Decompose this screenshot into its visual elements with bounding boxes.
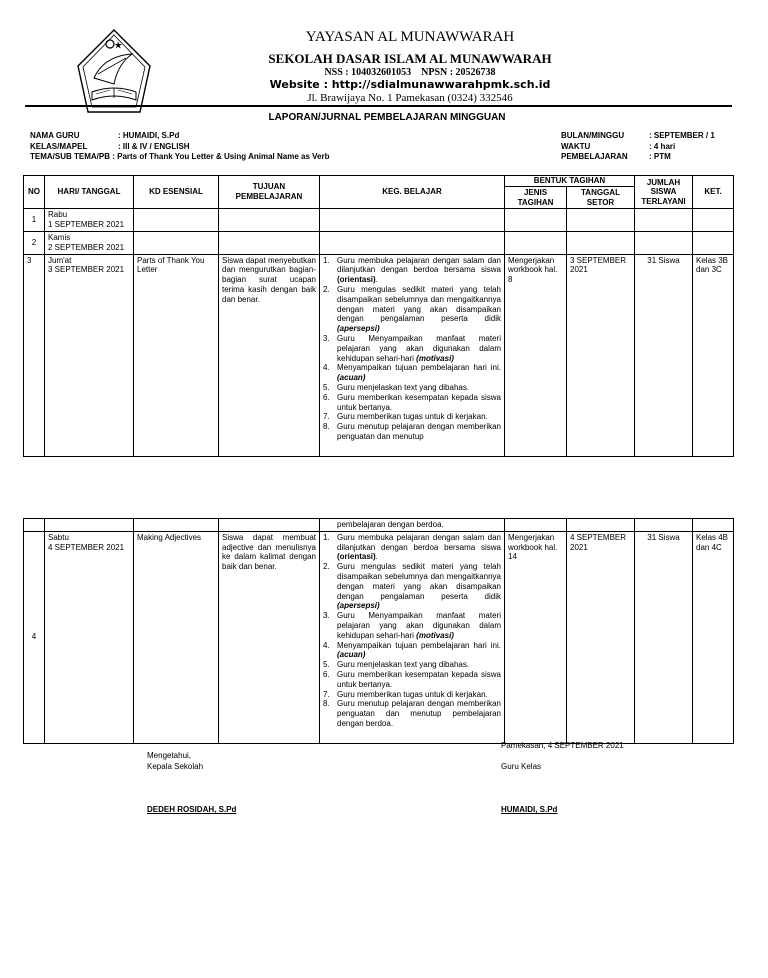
row-goal: Siswa dapat membuat adjective dan menulisnya ke dalam kalimat dengan baik dan benar. (219, 531, 320, 743)
meta-value: : SEPTEMBER / 1 (649, 131, 715, 140)
col-header-activity: KEG. BELAJAR (320, 176, 505, 209)
table-row (24, 209, 734, 232)
sig-right-name: HUMAIDI, S.Pd (501, 805, 558, 814)
school-address: Jl. Brawijaya No. 1 Pamekasan (0324) 332546 (307, 92, 513, 104)
row-no: 1 (24, 209, 45, 232)
meta-value: : PTM (649, 152, 671, 161)
row-note: Kelas 4B dan 4C (693, 531, 734, 743)
table-row (24, 231, 734, 254)
row-no: 4 (24, 531, 45, 743)
header-divider (25, 105, 732, 107)
col-header-no: NO (24, 176, 45, 209)
col-header-kd: KD ESENSIAL (134, 176, 219, 209)
meta-key: PEMBELAJARAN (561, 152, 628, 161)
row-no: 3 (24, 254, 45, 456)
meta-right (561, 131, 715, 163)
sig-right-role: Guru Kelas (501, 762, 542, 771)
foundation-name: YAYASAN AL MUNAWWARAH (305, 29, 515, 45)
row-bill-type: Mengerjakan workbook hal. 14 (505, 531, 567, 743)
row-count: 31 Siswa (635, 254, 693, 456)
meta-value: : 4 hari (649, 141, 676, 151)
journal-table-page2 (23, 518, 734, 744)
row-activities: 1. Guru membuka pelajaran dengan salam dan dilanjutkan dengan berdoa bersama siswa (orientasi). 2. Guru mengulas sedikit materi yang telah disampaikan sebelumnya dan mengaitkannya dengan materi yang akan disampaikan dengan pengalaman peserta didik (apersepsi) 3. Guru Menyampaikan manfaat materi pelajaran yang akan digunakan dalam kehidupan sehari-hari (motivasi) 4. Menyampaikan tujuan pembelajaran hari ini. (acuan) 5. Guru menjelaskan text yang dibahas. 6. Guru memberikan kesempatan kepada siswa untuk bertanya. 7. Guru memberikan tugas untuk di kerjakan. 8. Guru menutup pelajaran dengan memberikan penguatan dan menutup pembelajaran dengan berdoa. (320, 531, 505, 743)
meta-key: BULAN/MINGGU (561, 131, 625, 140)
col-header-count: JUMLAH SISWA TERLAYANI (635, 176, 693, 209)
school-ids: NSS : 104032601053 NPSN : 20526738 (324, 67, 496, 78)
row-day: Jum'at 3 SEPTEMBER 2021 (45, 254, 134, 456)
row-bill-date: 3 SEPTEMBER 2021 (567, 254, 635, 456)
col-header-bill-date: TANGGAL SETOR (567, 186, 635, 209)
document-title: LAPORAN/JURNAL PEMBELAJARAN MINGGUAN (268, 112, 506, 123)
col-header-note: KET. (693, 176, 734, 209)
meta-value: : III & IV / ENGLISH (118, 141, 190, 151)
row-kd: Making Adjectives (134, 531, 219, 743)
row-kd: Parts of Thank You Letter (134, 254, 219, 456)
school-website: Website : http://sdialmunawwarahpmk.sch.id (269, 78, 551, 91)
row-day: Sabtu 4 SEPTEMBER 2021 (45, 531, 134, 743)
sig-left-name: DEDEH ROSIDAH, S.Pd (147, 805, 237, 814)
row-day: Rabu 1 SEPTEMBER 2021 (45, 209, 134, 232)
meta-key: WAKTU (561, 141, 591, 151)
meta-value: : HUMAIDI, S.Pd (118, 131, 180, 140)
table-row (24, 531, 734, 743)
col-header-day: HARI/ TANGGAL (45, 176, 134, 209)
row-activities: 1. Guru membuka pelajaran dengan salam dan dilanjutkan dengan berdoa bersama siswa (orientasi). 2. Guru mengulas sedikit materi yang telah disampaikan sebelumnya dan mengaitkannya dengan materi yang akan disampaikan dengan pengalaman peserta didik (apersepsi) 3. Guru Menyampaikan manfaat materi pelajaran yang akan digunakan dalam kehidupan sehari-hari (motivasi) 4. Menyampaikan tujuan pembelajaran hari ini. (acuan) 5. Guru menjelaskan text yang dibahas. 6. Guru memberikan kesempatan kepada siswa untuk bertanya. 7. Guru memberikan tugas untuk di kerjakan. 8. Guru menutup pelajaran dengan memberikan penguatan dan menutup (320, 254, 505, 456)
meta-key: NAMA GURU (30, 131, 80, 140)
meta-key: TEMA/SUB TEMA/PB (30, 152, 110, 161)
col-header-bill-type: JENIS TAGIHAN (505, 186, 567, 209)
school-emblem-icon (74, 28, 154, 114)
meta-key: KELAS/MAPEL (30, 141, 88, 151)
row-no: 2 (24, 231, 45, 254)
sig-left-line2: Kepala Sekolah (147, 762, 204, 771)
meta-value: : Parts of Thank You Letter & Using Animal Name as Verb (112, 152, 330, 161)
row-goal: Siswa dapat menyebutkan dan mengurutkan bagian-bagian surat ucapan terima kasih dengan baik dan benar. (219, 254, 320, 456)
journal-table-page1 (23, 175, 734, 457)
row-bill-type: Mengerjakan workbook hal. 8 (505, 254, 567, 456)
col-header-goal: TUJUAN PEMBELAJARAN (219, 176, 320, 209)
meta-left (30, 131, 329, 163)
row-day: Kamis 2 SEPTEMBER 2021 (45, 231, 134, 254)
table-row (24, 519, 734, 532)
col-header-bill-group: BENTUK TAGIHAN (505, 176, 635, 187)
row-note: Kelas 3B dan 3C (693, 254, 734, 456)
sig-left-line1: Mengetahui, (147, 751, 192, 760)
table-row (24, 254, 734, 456)
school-name: SEKOLAH DASAR ISLAM AL MUNAWWARAH (268, 51, 552, 66)
row-count: 31 Siswa (635, 531, 693, 743)
sig-right-place-date: Pamekasan, 4 SEPTEMBER 2021 (501, 741, 624, 750)
row-bill-date: 4 SEPTEMBER 2021 (567, 531, 635, 743)
continuation-text: pembelajaran dengan berdoa. (320, 519, 505, 532)
